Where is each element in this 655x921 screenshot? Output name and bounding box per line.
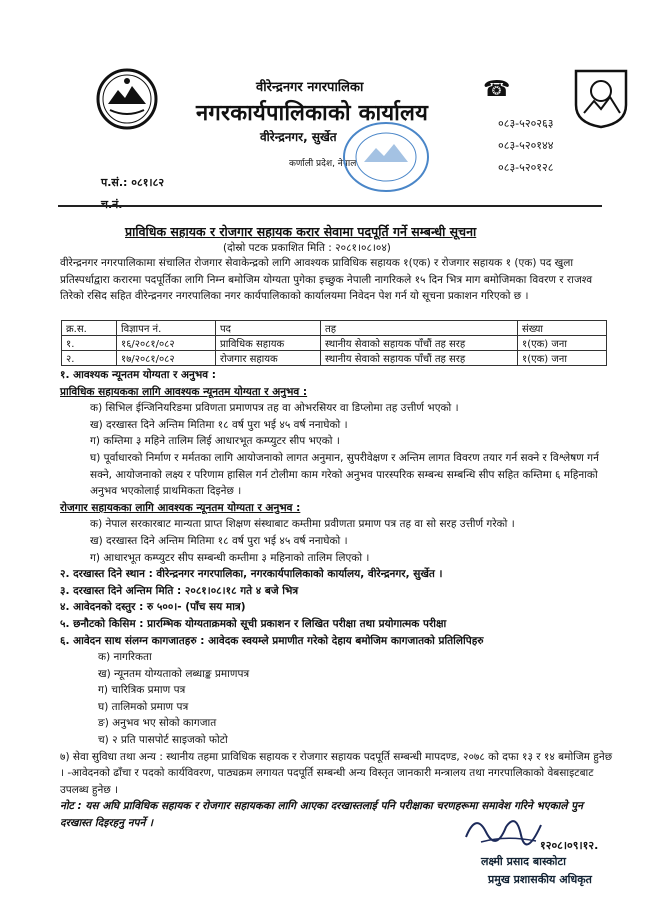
table-row: [62, 351, 607, 366]
list-item: घ) तालिमको प्रमाण पत्र: [98, 700, 189, 713]
notice-intro: वीरेन्द्रनगर नगरपालिकामा संचालित रोजगार सेवाकेन्द्रको लागि आवश्यक प्राविधिक सहायक १(एक) र रोजगार सहायक १ (एक) पद खुला प्रतिस्पर्धाद्वारा करारमा पदपूर्तिका लागि निम्न बमोजिम योग्यता पुगेका इच्छुक नेपाली नागरिकले १५ दिन भित्र माग बमोजिमका विवरण र राजश्व तिरेको रसिद सहित वीरेन्द्रनगर नगरपालिका नगर कार्यपालिकाको कार्यालयमा निवेदन पेश गर्न यो सूचना प्रकाशन गरिएको छ ।: [60, 257, 593, 302]
section-heading: १. आवश्यक न्यूनतम योग्यता र अनुभव :: [60, 369, 216, 381]
table-header: पद: [216, 321, 321, 336]
municipality-name: वीरेन्द्रनगर नगरपालिका: [256, 80, 364, 95]
table-header: क्र.स.: [62, 321, 117, 336]
section-selection: ५. छनौटको किसिम : प्रारम्भिक योग्यताक्रमको सूची प्रकाशन र लिखित परीक्षा तथा प्रयोगात्मक परीक्षा: [60, 617, 447, 630]
phone-list: [498, 113, 553, 179]
office-address: वीरेन्द्रनगर, सुर्खेत: [260, 130, 337, 144]
table-cell: १७/२०८१/०८२: [117, 351, 216, 366]
nepal-emblem-icon: [96, 68, 158, 134]
table-cell: १.: [62, 336, 117, 351]
table-cell: १(एक) जना: [518, 336, 607, 351]
table-cell: स्थानीय सेवाको सहायक पाँचौं तह सरह: [321, 336, 518, 351]
section-fee: ४. आवेदनको दस्तुर : रु ५००।- (पाँच सय मात्र): [60, 601, 246, 614]
phone-number: ०८३-५२०२६३: [498, 117, 554, 130]
notice-note: नोट : यस अघि प्राविधिक सहायक र रोजगार सहायकका लागि आएका दरखास्तलाई पनि परीक्षाका चरणहरूमा समावेश गरिने भएकाले पुन दरखास्त दिइरहनु नपर्ने ।: [60, 800, 583, 830]
signature-date: १२०८।०९।१२.: [540, 839, 599, 852]
section-deadline: ३. दरखास्त दिने अन्तिम मिति : २०८१।०८।१८ गते ४ बजे भित्र: [60, 584, 299, 597]
list-item: ग) चारित्रिक प्रमाण पत्र: [98, 684, 186, 697]
list-item: क) नेपाल सरकारबाट मान्यता प्राप्त शिक्षण संस्थाबाट कम्तीमा प्रवीणता प्रमाण पत्र तह वा सो सरह उत्तीर्ण गरेको ।: [90, 518, 515, 531]
list-item: ग) आधारभूत कम्प्युटर सीप सम्बन्धी कम्तीमा ३ महिनाको तालिम लिएको ।: [90, 551, 370, 564]
office-title: नगरकार्यपालिकाको कार्यालय: [196, 101, 429, 126]
section-documents: ६. आवेदन साथ संलग्न कागजातहरु : आवेदक स्वयम्ले प्रमाणीत गरेको देहाय बमोजिम कागजातको प्रतिलिपिहरु: [60, 634, 484, 647]
list-item: क) नागरिकता: [98, 651, 152, 664]
reference-number: प.सं.: ०८१।८२: [101, 176, 165, 189]
notice-body: [60, 367, 616, 832]
section-subheading: प्राविधिक सहायकका लागि आवश्यक न्यूनतम योग्यता र अनुभव :: [60, 385, 308, 398]
section-subheading: रोजगार सहायकका लागि आवश्यक न्यूनतम योग्यता र अनुभव :: [60, 501, 301, 514]
list-item: ख) दरखास्त दिने अन्तिम मितिमा १८ वर्ष पुरा भई ४५ वर्ष ननाघेको ।: [90, 534, 348, 547]
telephone-icon: ☎: [483, 77, 511, 102]
signatory-name: लक्ष्मी प्रसाद बास्कोटा: [481, 855, 566, 868]
office-stamp-icon: [340, 120, 432, 198]
section-place: २. दरखास्त दिने स्थान : वीरेन्द्रनगर नगरपालिका, नगरकार्यपालिकाको कार्यालय, वीरेन्द्रनगर, सुर्खेत ।: [60, 568, 443, 581]
phone-number: ०८३-५२०१२८: [498, 161, 554, 174]
table-cell: २.: [62, 351, 117, 366]
table-header: विज्ञापन नं.: [117, 321, 216, 336]
section-service: ७) सेवा सुविधा तथा अन्य : स्थानीय तहमा प्राविधिक सहायक र रोजगार सहायक पदपूर्ति सम्बन्धी मापदण्ड, २०७८ को दफा १३ र १४ बमोजिम हुनेछ । -आवेदनको ढाँचा र पदको कार्यविवरण, पाठ्यक्रम लगायत पदपूर्ति सम्बन्धी अन्य विस्तृत जानकारी मन्त्रालय तथा नगरपालिकाको वेबसाइटबाट उपलब्ध हुनेछ ।: [60, 750, 613, 796]
table-cell: रोजगार सहायक: [216, 351, 321, 366]
list-item: ङ) अनुभव भए सोको कागजात: [98, 717, 217, 730]
signature-scribble-icon: [461, 807, 551, 851]
list-item: ख) न्यूनतम योग्यताको लब्धाङ्क प्रमाणपत्र: [98, 667, 250, 680]
phone-number: ०८३-५२०१४४: [498, 139, 554, 152]
table-row: [62, 336, 607, 351]
list-item: घ) पूर्वाधारको निर्माण र मर्मतका लागि आयोजनाको लागत अनुमान, सुपरीवेक्षण र अन्तिम लागत विवरण तयार गर्न सक्ने र विश्लेषण गर्न सक्ने, आयोजनाको लक्ष्य र परिणाम हासिल गर्न टोलीमा काम गरेको अनुभव पारस्परिक सम्बन्ध सम्बन्धि सीप सहित कम्तिमा ६ महिनाको अनुभव भएकोलाई प्राथमिकता दिइनेछ ।: [90, 451, 599, 498]
table-header-row: [62, 321, 607, 336]
list-item: क) सिभिल ईन्जिनियरिङमा प्रविणता प्रमाणपत्र तह वा ओभरसियर वा डिप्लोमा तह उत्तीर्ण भएको ।: [90, 402, 459, 415]
signatory-title: प्रमुख प्रशासकीय अधिकृत: [488, 873, 592, 886]
table-cell: १६/२०८१/०८२: [117, 336, 216, 351]
list-item: च) २ प्रति पासपोर्ट साइजको फोटो: [98, 734, 228, 747]
table-cell: प्राविधिक सहायक: [216, 336, 321, 351]
header-divider: [58, 205, 602, 207]
table-header: तह: [321, 321, 518, 336]
list-item: ग) कम्तिमा ३ महिने तालिम लिई आधारभूत कम्प्युटर सीप भएको ।: [90, 435, 340, 448]
notice-subtitle: (दोस्रो पटक प्रकाशित मिति : २०८१।०८।०४): [223, 242, 391, 254]
province-line: कर्णाली प्रदेश, नेपाल: [289, 159, 357, 169]
vacancy-table: [61, 320, 607, 366]
municipality-logo-icon: [572, 67, 630, 133]
list-item: ख) दरखास्त दिने अन्तिम मितिमा १८ वर्ष पुरा भई ४५ वर्ष ननाघेको ।: [90, 418, 348, 431]
notice-title: प्राविधिक सहायक र रोजगार सहायक करार सेवामा पदपूर्ति गर्ने सम्बन्धी सूचना: [125, 224, 477, 239]
table-cell: १(एक) जना: [518, 351, 607, 366]
table-header: संख्या: [518, 321, 607, 336]
table-cell: स्थानीय सेवाको सहायक पाँचौं तह सरह: [321, 351, 518, 366]
